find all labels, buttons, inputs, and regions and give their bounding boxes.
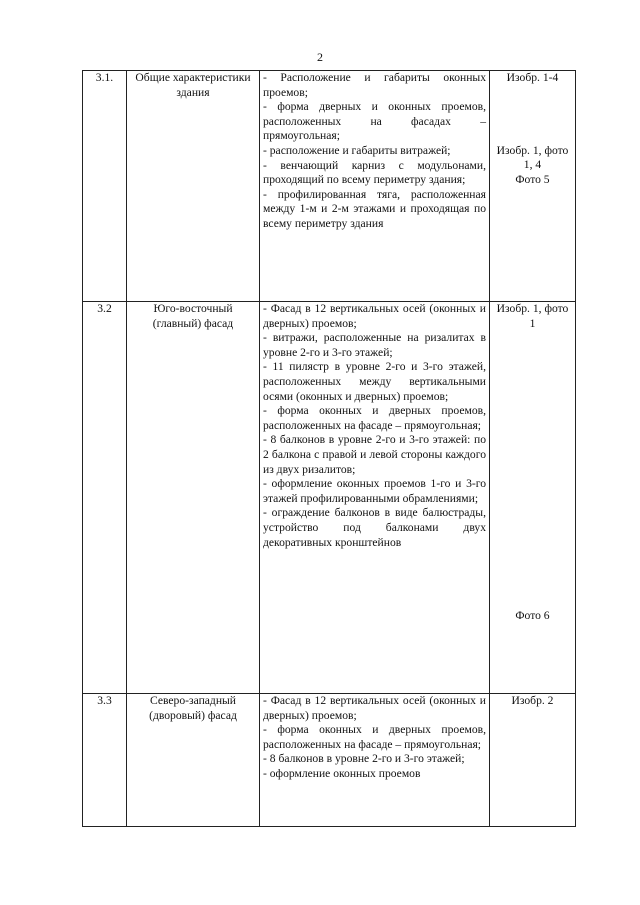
row-name: Юго-восточный (главный) фасад <box>152 302 234 330</box>
row-description <box>260 302 490 694</box>
row-name: Северо-западный (дворовый) фасад <box>149 694 237 722</box>
description-item: - 8 балконов в уровне 2-го и 3-го этажей: по 2 балкона с правой и левой стороны каждого из двух ризалитов; <box>263 433 486 476</box>
row-name: Общие характеристики здания <box>135 71 251 99</box>
description-item: - 11 пилястр в уровне 2-го и 3-го этажей, расположенных между вертикальными осями (оконных и дверных) проемов; <box>263 360 486 403</box>
description-item: - венчающий карниз с модульонами, проходящий по всему периметру здания; <box>263 158 486 187</box>
description-item: - расположение и габариты витражей; <box>263 143 451 157</box>
description-item: - оформление оконных проемов 1-го и 3-го этажей профилированными обрамлениями; <box>263 477 486 505</box>
row-name-cell <box>127 694 260 827</box>
table-row <box>83 302 576 694</box>
description-item: - оформление оконных проемов <box>263 766 421 780</box>
reference: Изобр. 1-4 <box>506 71 559 84</box>
row-name-cell <box>127 302 260 694</box>
row-references <box>490 71 576 302</box>
row-references <box>490 302 576 694</box>
table-row <box>83 71 576 302</box>
reference: Изобр. 2 <box>511 694 554 707</box>
reference: Изобр. 1, фото 1, 4 <box>496 143 569 172</box>
description-item: - Фасад в 12 вертикальных осей (оконных и дверных) проемов; <box>263 302 486 330</box>
table-row <box>83 694 576 827</box>
description-item: - Расположение и габариты оконных проемов; <box>263 71 486 99</box>
row-description <box>260 71 490 302</box>
description-item: - витражи, расположенные на ризалитах в уровне 2-го и 3-го этажей; <box>263 331 486 359</box>
description-item: - Фасад в 12 вертикальных осей (оконных и дверных) проемов; <box>263 694 486 722</box>
row-references <box>490 694 576 827</box>
reference: Фото 6 <box>515 609 550 623</box>
reference: Фото 5 <box>515 172 550 186</box>
row-number: 3.1. <box>83 71 127 302</box>
description-item: - 8 балконов в уровне 2-го и 3-го этажей; <box>263 752 465 766</box>
description-item: - ограждение балконов в виде балюстрады, устройство под балконами двух декоративных кронштейнов <box>263 506 486 549</box>
description-item: - форма дверных и оконных проемов, расположенных на фасадах – прямоугольная; <box>263 100 486 143</box>
description-item: - профилированная тяга, расположенная между 1-м и 2-м этажами и проходящая по всему периметру здания <box>263 187 486 230</box>
row-number: 3.2 <box>83 302 127 694</box>
page-number: 2 <box>317 50 323 64</box>
row-name-cell <box>127 71 260 302</box>
row-number: 3.3 <box>83 694 127 827</box>
description-item: - форма оконных и дверных проемов, расположенных на фасаде – прямоугольная; <box>263 723 486 751</box>
reference: Изобр. 1, фото 1 <box>496 302 569 330</box>
description-item: - форма оконных и дверных проемов, расположенных на фасаде – прямоугольная; <box>263 404 486 432</box>
attributes-table <box>82 70 576 827</box>
row-description <box>260 694 490 827</box>
